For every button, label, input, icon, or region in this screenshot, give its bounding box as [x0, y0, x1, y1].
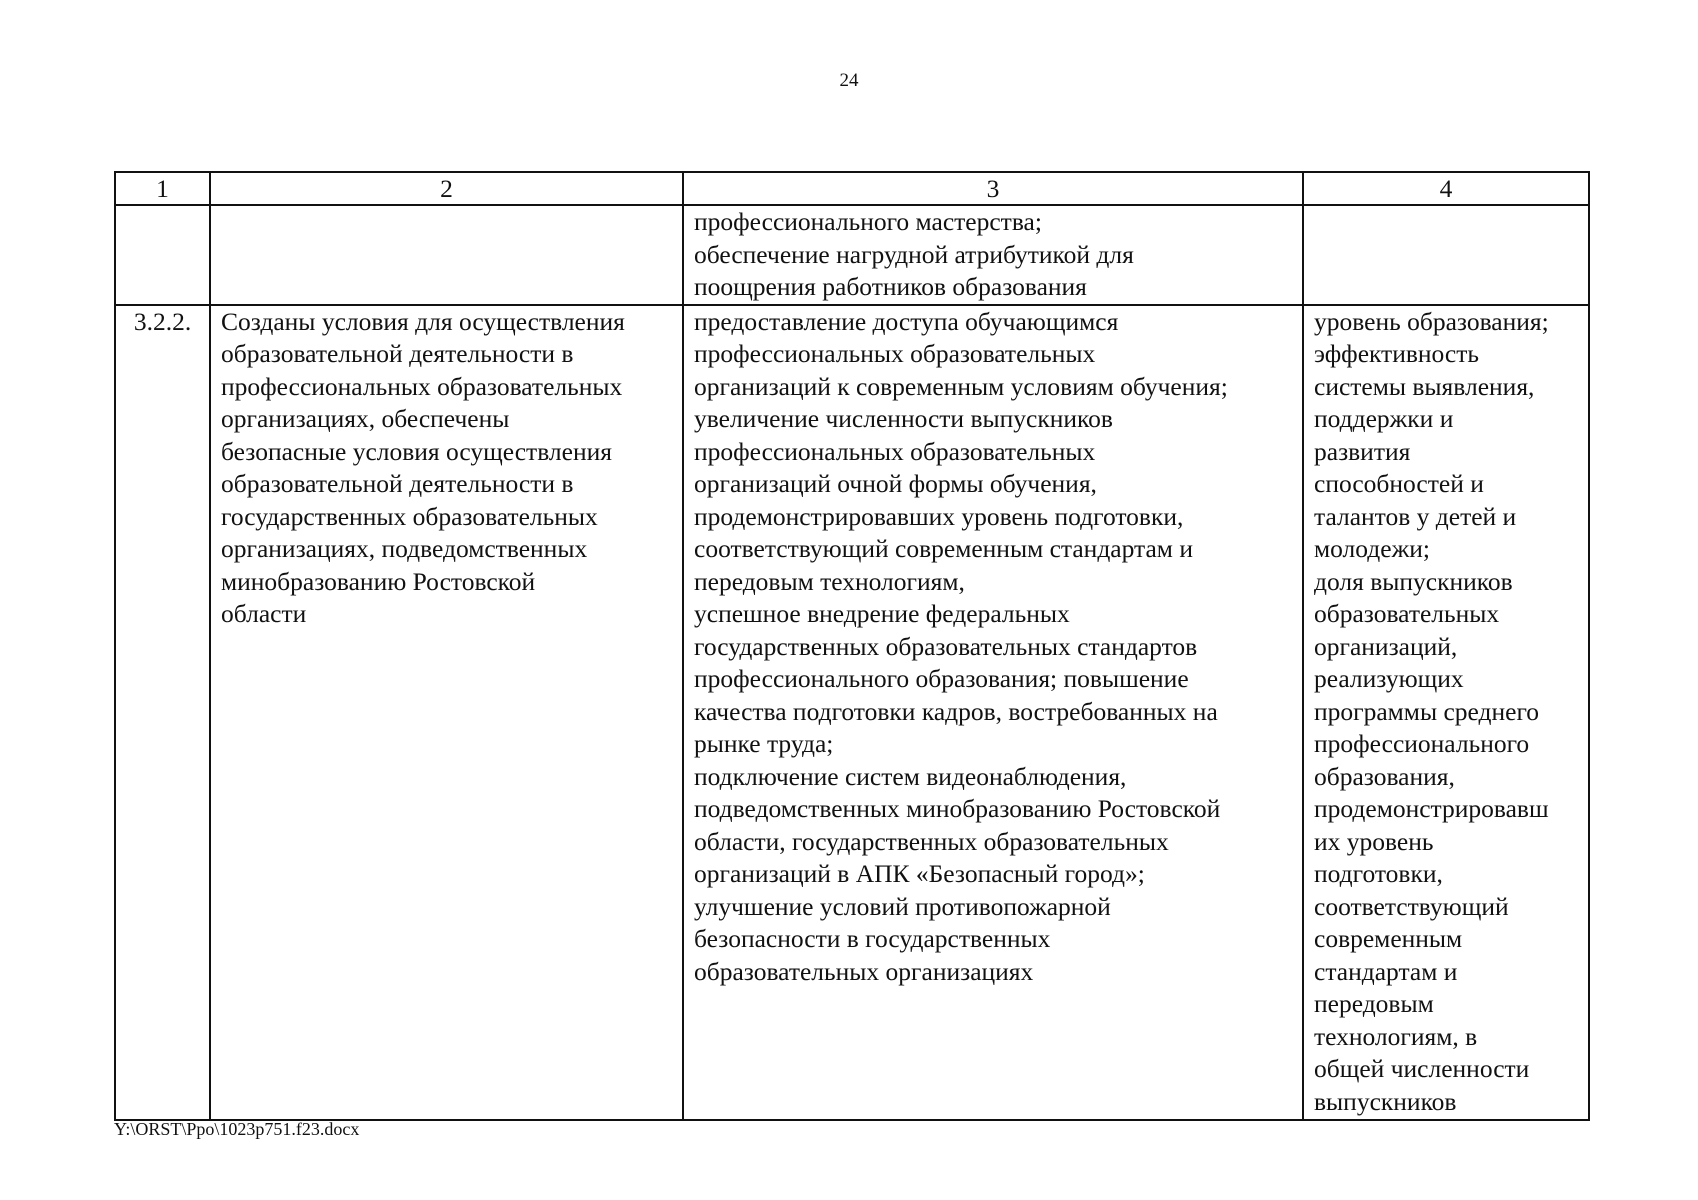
- continuation-cell-indicators: [1303, 205, 1589, 305]
- result-cell: [210, 305, 683, 1120]
- cell-text-line: безопасности в государственных: [694, 924, 1051, 953]
- cell-text-line: области, государственных образовательных: [694, 826, 1169, 856]
- cell-text-line: поощрения работников образования: [694, 272, 1087, 301]
- column-number-2: 2: [210, 172, 683, 205]
- column-number-1: 1: [115, 172, 210, 205]
- cell-text-line: профессионального образования; повышение: [694, 664, 1189, 693]
- cell-text-line: качества подготовки кадров, востребованных на: [694, 696, 1218, 726]
- table-header-row: [115, 172, 1589, 205]
- cell-text-line: развития: [1314, 436, 1411, 466]
- cell-text-line: обеспечение нагрудной атрибутикой для: [694, 239, 1134, 269]
- cell-text-line: образовательной деятельности в: [221, 469, 574, 498]
- cell-text-line: современным: [1314, 924, 1463, 953]
- file-path-footer: Y:\ORST\Ppo\1023p751.f23.docx: [114, 1119, 360, 1139]
- cell-text-line: образовательных организациях: [694, 956, 1034, 986]
- cell-text-line: продемонстрировавш: [1314, 794, 1549, 823]
- column-number-4: 4: [1303, 172, 1589, 205]
- cell-text-line: организациях, подведомственных: [221, 534, 588, 563]
- cell-text-line: системы выявления,: [1314, 371, 1535, 401]
- cell-text-line: образования,: [1314, 761, 1455, 791]
- cell-text-line: организаций,: [1314, 631, 1458, 661]
- cell-text-line: государственных образовательных стандартов: [694, 631, 1198, 661]
- cell-text-line: соответствующий: [1314, 891, 1509, 921]
- cell-text-line: подготовки,: [1314, 859, 1443, 888]
- cell-text-line: профессиональных образовательных: [221, 371, 623, 401]
- cell-text-line: подключение систем видеонаблюдения,: [694, 761, 1127, 791]
- cell-text-line: организациях, обеспечены: [221, 404, 510, 433]
- cell-text-line: увеличение численности выпускников: [694, 404, 1113, 433]
- cell-text-line: программы среднего: [1314, 696, 1540, 726]
- cell-text-line: способностей и: [1314, 469, 1484, 498]
- cell-text-line: рынке труда;: [694, 729, 834, 758]
- document-table: [114, 171, 1590, 1121]
- measures-cell: [683, 305, 1303, 1120]
- cell-text-line: передовым: [1314, 989, 1434, 1018]
- cell-text-line: Созданы условия для осуществления: [221, 306, 625, 336]
- cell-text-line: передовым технологиям,: [694, 566, 965, 596]
- cell-text-line: общей численности: [1314, 1054, 1530, 1083]
- indicators-cell: [1303, 305, 1589, 1120]
- cell-text-line: минобразованию Ростовской: [221, 566, 536, 596]
- table-row: [115, 205, 1589, 305]
- cell-text-line: улучшение условий противопожарной: [694, 891, 1111, 921]
- cell-text-line: технологиям, в: [1314, 1021, 1478, 1051]
- cell-text-line: безопасные условия осуществления: [221, 436, 612, 466]
- table-row: [115, 305, 1589, 1120]
- continuation-cell-number: [115, 205, 210, 305]
- cell-text-line: доля выпускников: [1314, 566, 1513, 596]
- cell-text-line: профессионального: [1314, 729, 1530, 758]
- cell-text-line: уровень образования;: [1314, 306, 1549, 336]
- cell-text-line: подведомственных минобразованию Ростовской: [694, 794, 1221, 823]
- cell-text-line: профессиональных образовательных: [694, 339, 1096, 368]
- cell-text-line: выпускников: [1314, 1086, 1457, 1116]
- cell-text-line: профессиональных образовательных: [694, 436, 1096, 466]
- continuation-cell-result: [210, 205, 683, 305]
- item-number-cell: 3.2.2.: [115, 305, 210, 1120]
- continuation-cell-measures: [683, 205, 1303, 305]
- cell-text-line: профессионального мастерства;: [694, 207, 1042, 236]
- cell-text-line: соответствующий современным стандартам и: [694, 534, 1193, 563]
- cell-text-line: предоставление доступа обучающимся: [694, 306, 1119, 336]
- cell-text-line: организаций в АПК «Безопасный город»;: [694, 859, 1145, 888]
- cell-text-line: поддержки и: [1314, 404, 1454, 433]
- cell-text-line: образовательных: [1314, 599, 1500, 628]
- cell-text-line: образовательной деятельности в: [221, 339, 574, 368]
- cell-text-line: организаций к современным условиям обучения;: [694, 371, 1228, 401]
- cell-text-line: государственных образовательных: [221, 501, 598, 531]
- column-number-3: 3: [683, 172, 1303, 205]
- cell-text-line: молодежи;: [1314, 534, 1430, 563]
- cell-text-line: реализующих: [1314, 664, 1464, 693]
- cell-text-line: успешное внедрение федеральных: [694, 599, 1070, 628]
- cell-text-line: области: [221, 599, 307, 628]
- cell-text-line: их уровень: [1314, 826, 1434, 856]
- cell-text-line: талантов у детей и: [1314, 501, 1517, 531]
- cell-text-line: организаций очной формы обучения,: [694, 469, 1097, 498]
- page-number: 24: [839, 70, 859, 91]
- cell-text-line: эффективность: [1314, 339, 1480, 368]
- cell-text-line: продемонстрировавших уровень подготовки,: [694, 501, 1184, 531]
- cell-text-line: стандартам и: [1314, 956, 1458, 986]
